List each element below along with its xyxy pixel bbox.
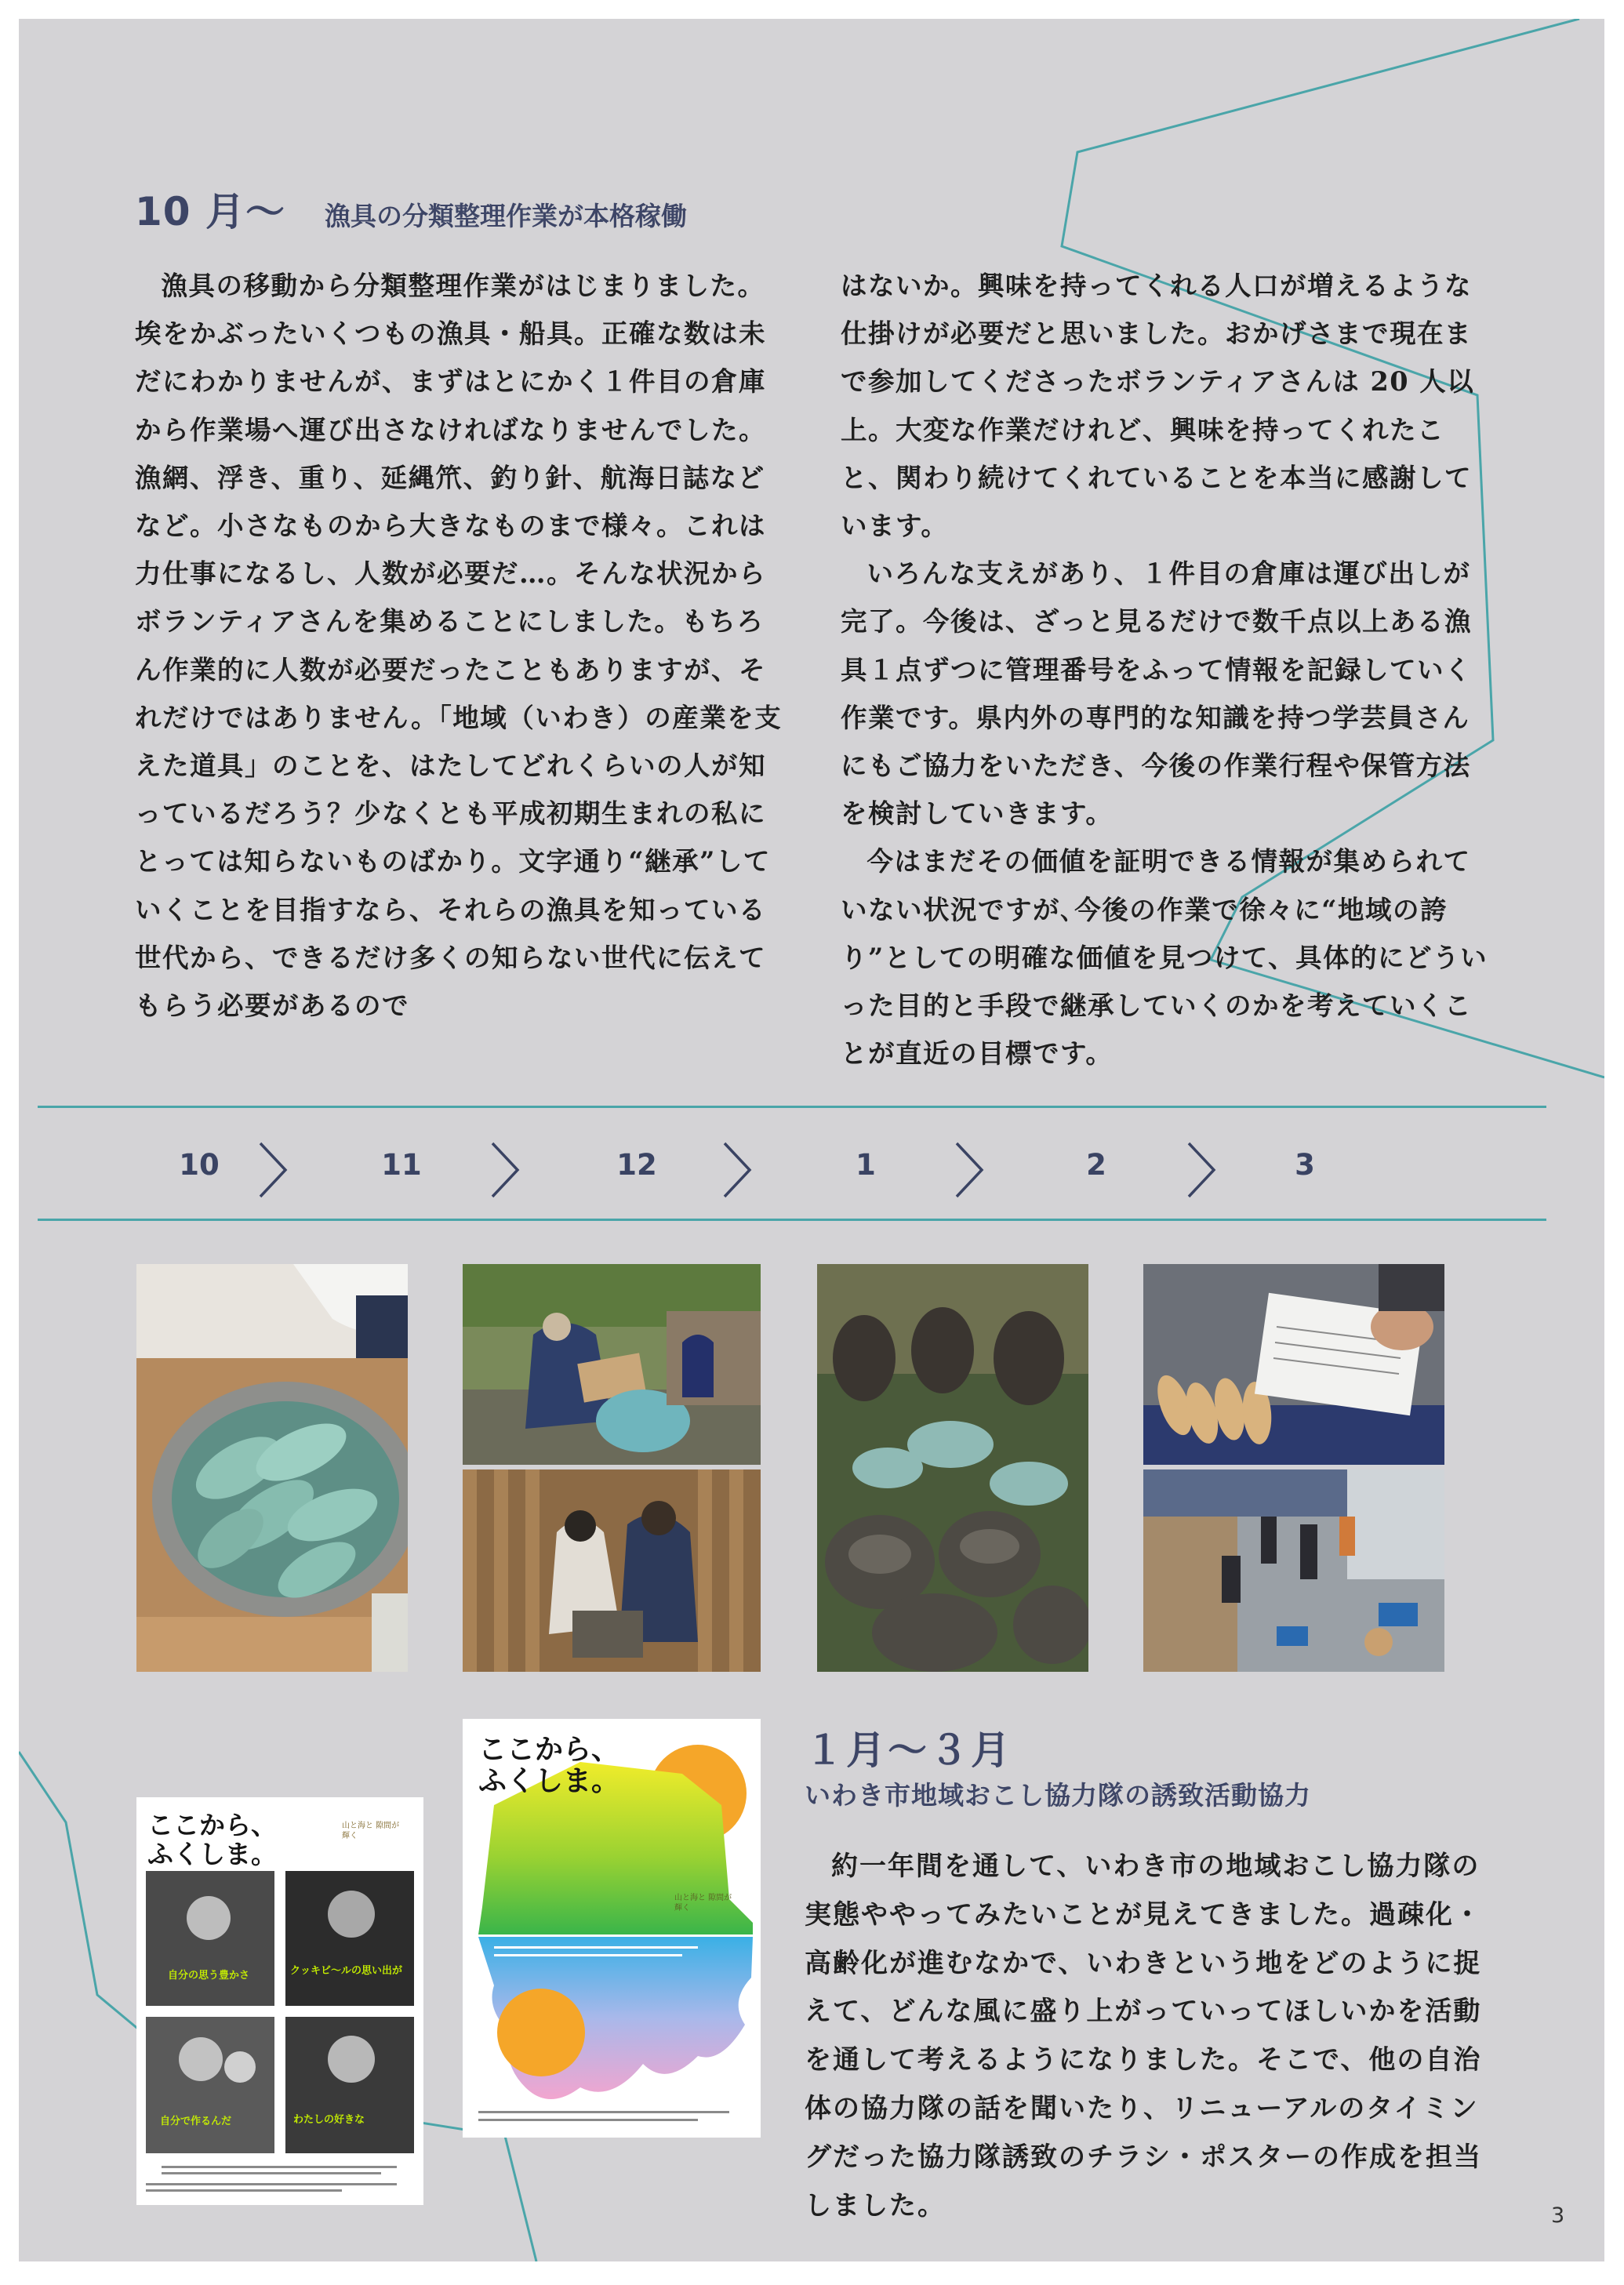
paragraph: はないか。興味を持ってくれる人口が増えるような仕掛けが必要だと思いました。おかげさまで現在まで参加してくださったボランティアさんは 20 人以上。大変な作業だけれど、興味を持ってくれたこと、関わり続けてくれていることを本当に感謝しています。 — [841, 271, 1475, 542]
photo-carrying-baskets — [463, 1264, 761, 1465]
photo-workshop-sorting — [463, 1469, 761, 1672]
poster-gradient — [463, 1719, 761, 2138]
poster-title: ここから、 ふくしま。 — [147, 1810, 277, 1869]
section2-month: １月～３月 — [805, 1727, 1012, 1773]
timeline-month: 2 — [1086, 1148, 1106, 1182]
section2-title: いわき市地域おこし協力隊の誘致活動協力 — [805, 1780, 1311, 1811]
poster-portraits — [136, 1797, 423, 2205]
right-column-text — [841, 262, 1491, 1077]
photo-lanterns — [817, 1264, 1088, 1672]
portrait-quote: クッキビ～ルの思い出が — [290, 1965, 403, 1977]
paragraph: いろんな支えがあり、１件目の倉庫は運び出しが完了。今後は、ざっと見るだけで数千点以上ある漁具１点ずつに管理番号をふって情報を記録していく作業です。県内外の専門的な知識を持つ学芸員さんにもご協力をいただき、今後の作業行程や保管方法を検討していきます。 — [841, 558, 1472, 830]
section1-title: 漁具の分類整理作業が本格稼働 — [325, 201, 687, 231]
chevron-right-icon — [486, 1139, 525, 1201]
page-number: 3 — [1551, 2203, 1565, 2228]
timeline-month: 3 — [1295, 1148, 1315, 1182]
poster-fine-print — [146, 2163, 414, 2197]
timeline-month: 12 — [616, 1148, 657, 1182]
timeline-month: 10 — [179, 1148, 220, 1182]
timeline-month: 11 — [381, 1148, 422, 1182]
paragraph: 漁具の移動から分類整理作業がはじまりました。埃をかぶったいくつもの漁具・船具。正確な数は未だにわかりませんが、まずはとにかく１件目の倉庫から作業場へ運び出さなければなりませんでした。漁網、浮き、重り、延縄笊、釣り針、航海日誌などなど。小さなものから大きなものまで様々。これは力仕事になるし、人数が必要だ…。そんな状況からボランティアさんを集めることにしました。もちろん作業的に人数が必要だったこともありますが、それだけではありません。「地域（いわき）の産業を支えた道具」のことを、はたしてどれくらいの人が知っているだろう？少なくとも平成初期生まれの私にとっては知らないものばかり。文字通り“継承”していくことを目指すなら、それらの漁具を知っている世代から、できるだけ多くの知らない世代に伝えてもらう必要があるので — [135, 271, 783, 1022]
chevron-right-icon — [1183, 1139, 1222, 1201]
timeline-top-line — [38, 1106, 1546, 1108]
portrait-grid — [146, 1871, 414, 2153]
brochure-page — [19, 19, 1604, 2261]
poster-subtitle: 山と海と 隙間が輝く — [674, 1894, 732, 1913]
bottom-column-text — [805, 1843, 1495, 2230]
poster-title: ここから、 ふくしま。 — [478, 1734, 620, 1798]
paragraph: 約一年間を通して、いわき市の地域おこし協力隊の実態ややってみたいことが見えてきました。過疎化・高齢化が進むなかで、いわきという地をどのように捉えて、どんな風に盛り上がっていってほしいかを活動を通して考えるようになりました。そこで、他の自治体の協力隊の話を聞いたり、リニューアルのタイミングだった協力隊誘致のチラシ・ポスターの作成を担当しました。 — [805, 1851, 1482, 2221]
photo-glass-floats — [136, 1264, 408, 1672]
portrait-quote: わたしの好きな — [293, 2114, 365, 2126]
left-column-text — [135, 262, 786, 1030]
chevron-right-icon — [950, 1139, 990, 1201]
paragraph: 今はまだその価値を証明できる情報が集められていない状況ですが､今後の作業で徐々に“地域の誇り”としての明確な価値を見つけて、具体的にどういった目的と手段で継承していくのかを考えていくことが直近の目標です。 — [841, 846, 1488, 1070]
poster-subtitle: 山と海と 隙間が輝く — [342, 1822, 400, 1840]
portrait-quote: 自分の思う豊かさ — [168, 1970, 250, 1982]
chevron-right-icon — [718, 1139, 758, 1201]
section1-month: 10 月～ — [135, 189, 285, 234]
portrait-quote: 自分で作るんだ — [160, 2116, 232, 2127]
timeline-bottom-line — [38, 1219, 1546, 1221]
timeline-month: 1 — [856, 1148, 876, 1182]
chevron-right-icon — [254, 1139, 293, 1201]
photo-recording-clipboard — [1143, 1264, 1444, 1465]
photo-warehouse-volunteers — [1143, 1469, 1444, 1672]
